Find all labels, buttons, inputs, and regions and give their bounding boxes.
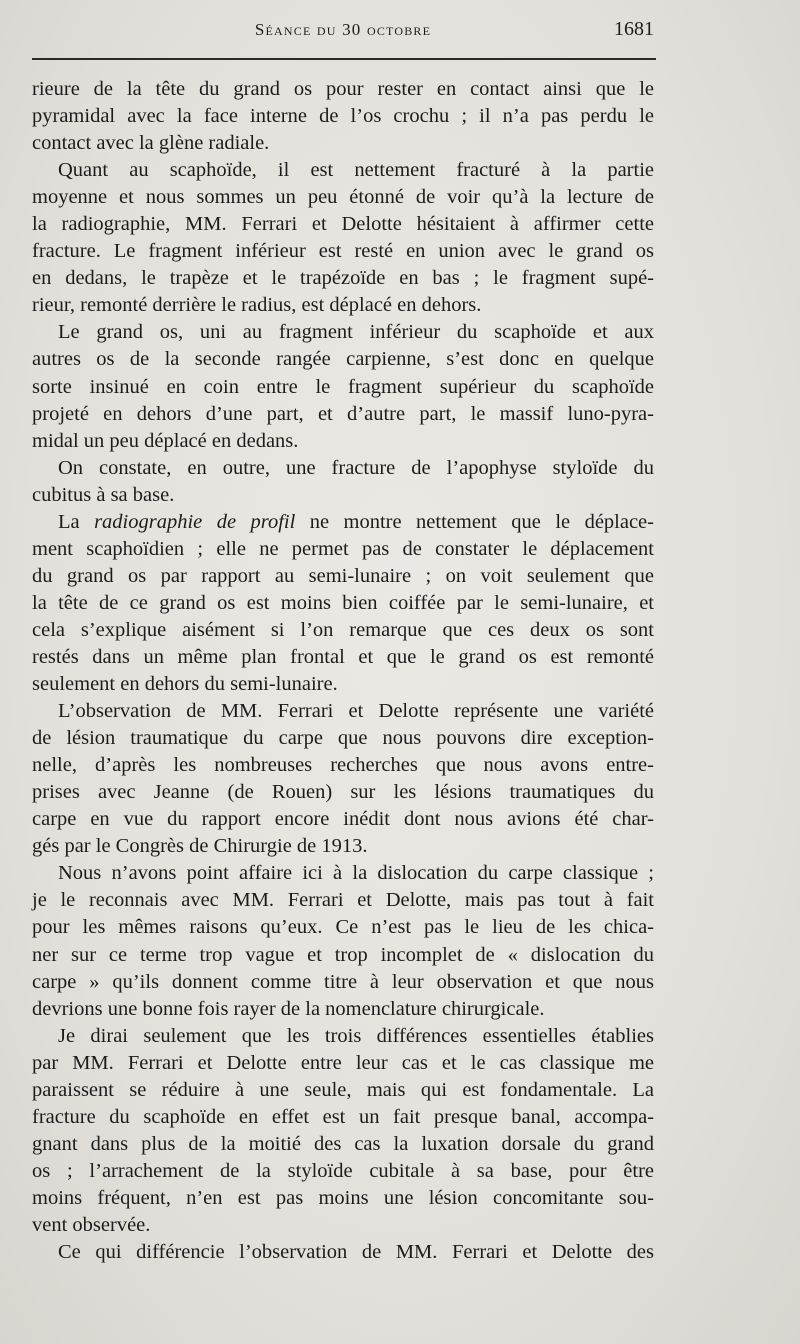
text-line: nelle, d’après les nombreuses recherches que nous avons entre-	[32, 754, 654, 777]
text-line: pour les mêmes raisons qu’eux. Ce n’est pas le lieu de les chica-	[32, 916, 654, 939]
text-line: autres os de la seconde rangée carpienne, s’est donc en quelque	[32, 348, 654, 371]
text-line: carpe en vue du rapport encore inédit dont nous avions été char-	[32, 808, 654, 831]
text-line: cubitus à sa base.	[32, 483, 175, 506]
body-text	[32, 76, 654, 1266]
text-line: par MM. Ferrari et Delotte entre leur cas et le cas classique me	[32, 1051, 654, 1074]
text-line: paraissent se réduire à une seule, mais qui est fondamentale. La	[32, 1078, 654, 1101]
header-rule	[32, 58, 656, 60]
running-title: Séance du 30 octobre	[254, 20, 432, 39]
text-line: de lésion traumatique du carpe que nous pouvons dire exception-	[32, 727, 654, 750]
text-segment: ne montre nettement que le déplace-	[295, 510, 654, 533]
text-line: ner sur ce terme trop vague et trop incomplet de « dislocation du	[32, 943, 654, 966]
text-line: fracture du scaphoïde en effet est un fait presque banal, accompa-	[32, 1105, 654, 1128]
text-line: pyramidal avec la face interne de l’os crochu ; il n’a pas perdu le	[32, 105, 654, 128]
text-line: Nous n’avons point affaire ici à la dislocation du carpe classique ;	[58, 862, 654, 885]
text-line: en dedans, le trapèze et le trapézoïde en bas ; le fragment supé-	[32, 267, 654, 290]
text-line: os ; l’arrachement de la styloïde cubitale à sa base, pour être	[32, 1159, 654, 1182]
text-line	[32, 509, 654, 536]
text-line: Ce qui différencie l’observation de MM. Ferrari et Delotte des	[58, 1241, 654, 1264]
text-line: prises avec Jeanne (de Rouen) sur les lésions traumatiques du	[32, 781, 654, 804]
text-line: Le grand os, uni au fragment inférieur du scaphoïde et aux	[58, 321, 654, 344]
text-line: devrions une bonne fois rayer de la nomenclature chirurgicale.	[32, 997, 545, 1020]
text-line: gnant dans plus de la moitié des cas la luxation dorsale du grand	[32, 1132, 654, 1155]
text-line: rieur, remonté derrière le radius, est déplacé en dehors.	[32, 294, 482, 317]
text-line: L’observation de MM. Ferrari et Delotte représente une variété	[58, 700, 654, 723]
text-line: On constate, en outre, une fracture de l’apophyse styloïde du	[58, 456, 654, 479]
text-line: fracture. Le fragment inférieur est resté en union avec le grand os	[32, 240, 654, 263]
page-number: 1681	[614, 18, 654, 40]
italic-term: radiographie de profil	[94, 510, 296, 533]
text-line: du grand os par rapport au semi-lunaire ; on voit seulement que	[32, 564, 654, 587]
text-line: Quant au scaphoïde, il est nettement fracturé à la partie	[58, 159, 654, 182]
text-line: vent observée.	[32, 1213, 151, 1236]
text-line: restés dans un même plan frontal et que le grand os est remonté	[32, 645, 654, 668]
text-segment: La	[58, 510, 95, 533]
text-line: la radiographie, MM. Ferrari et Delotte hésitaient à affirmer cette	[32, 213, 654, 236]
text-line: carpe » qu’ils donnent comme titre à leur observation et que nous	[32, 970, 654, 993]
text-line: ment scaphoïdien ; elle ne permet pas de constater le déplacement	[32, 537, 654, 560]
text-line: midal un peu déplacé en dedans.	[32, 429, 299, 452]
text-line: moins fréquent, n’en est pas moins une lésion concomitante sou-	[32, 1186, 654, 1209]
text-line: sorte insinué en coin entre le fragment supérieur du scaphoïde	[32, 375, 654, 398]
text-line: Je dirai seulement que les trois différences essentielles établies	[58, 1024, 654, 1047]
text-line: rieure de la tête du grand os pour rester en contact ainsi que le	[32, 78, 654, 100]
text-line: cela s’explique aisément si l’on remarque que ces deux os sont	[32, 618, 654, 641]
running-head	[32, 18, 654, 46]
text-line: je le reconnais avec MM. Ferrari et Delotte, mais pas tout à fait	[32, 889, 654, 912]
text-line: gés par le Congrès de Chirurgie de 1913.	[32, 835, 368, 858]
text-line: projeté en dehors d’une part, et d’autre part, le massif luno-pyra-	[32, 402, 654, 425]
text-line: contact avec la glène radiale.	[32, 132, 270, 155]
text-line: moyenne et nous sommes un peu étonné de voir qu’à la lecture de	[32, 186, 654, 209]
text-line: seulement en dehors du semi-lunaire.	[32, 673, 338, 696]
text-line: la tête de ce grand os est moins bien coiffée par le semi-lunaire, et	[32, 591, 654, 614]
